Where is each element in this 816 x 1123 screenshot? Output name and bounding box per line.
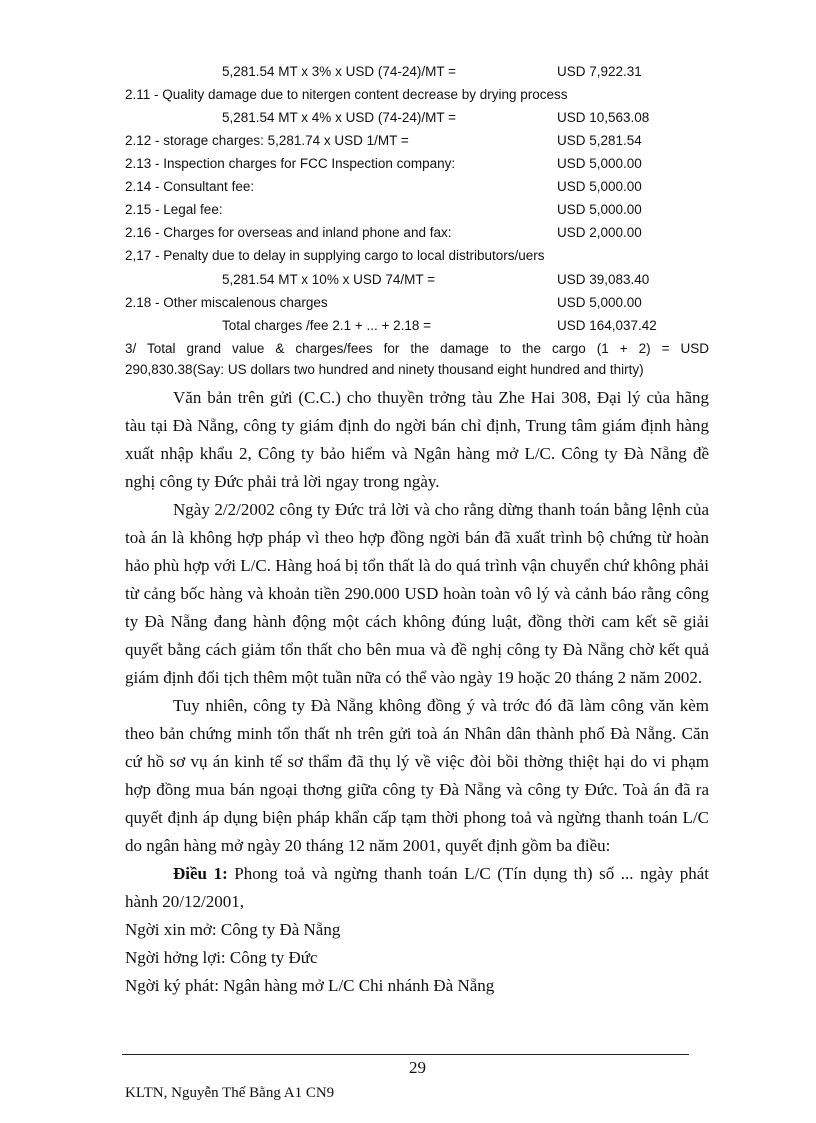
charge-amount: USD 10,563.08 xyxy=(557,110,650,125)
charge-label: 2.14 - Consultant fee: xyxy=(125,179,255,194)
charge-label: 5,281.54 MT x 4% x USD (74-24)/MT = xyxy=(222,110,456,125)
beneficiary-line: Ngời hởng lợi: Công ty Đức xyxy=(125,948,318,967)
total-amount: USD 164,037.42 xyxy=(557,318,657,333)
charge-label: 2.12 - storage charges: 5,281.74 x USD 1/MT = xyxy=(125,133,409,148)
charge-label: 2.11 - Quality damage due to nitergen content decrease by drying process xyxy=(125,87,568,102)
paragraph xyxy=(125,860,709,916)
charge-label: 2.18 - Other miscalenous charges xyxy=(125,295,328,310)
paragraph: Ngày 2/2/2002 công ty Đức trả lời và cho rằng dừng thanh toán bằng lệnh của toà án là không hợp pháp vì theo hợp đồng ngời bán đã xuất trình bộ chứng từ hoàn hảo phù hợp với L/C. Hàng hoá bị tổn thất là do quá trình vận chuyển chứ không phải từ cảng bốc hàng và khoản tiền 290.000 USD hoàn toàn vô lý và cảnh báo rằng công ty Đà Nẵng đang hành động một cách không đúng luật, đồng thời cam kết sẽ giải quyết bằng cách giảm tổn thất cho bên mua và đề nghị công ty Đà Nẵng chờ kết quả giám định đối tịch thêm một tuần nữa có thể vào ngày 19 hoặc 20 tháng 2 năm 2002. xyxy=(125,500,709,687)
charge-label: 5,281.54 MT x 10% x USD 74/MT = xyxy=(222,272,435,287)
paragraph: Tuy nhiên, công ty Đà Nẵng không đồng ý và trớc đó đã làm công văn kèm theo bản chứng minh tổn thất nh trên gửi toà án Nhân dân thành phố Đà Nẵng. Căn cứ hồ sơ vụ án kinh tế sơ thẩm đã thụ lý về việc đòi bồi thờng thiệt hại do vi phạm hợp đồng mua bán ngoại thơng giữa công ty Đà Nẵng và công ty Đức. Toà án đã ra quyết định áp dụng biện pháp khẩn cấp tạm thời phong toả và ngừng thanh toán L/C do ngân hàng mở ngày 20 tháng 12 năm 2001, quyết định gồm ba điều: xyxy=(125,696,709,855)
charge-amount: USD 39,083.40 xyxy=(557,272,650,287)
body-text xyxy=(125,384,709,1000)
grand-total-line: 3/ Total grand value & charges/fees for the damage to the cargo (1 + 2) = USD xyxy=(125,341,709,356)
charge-label: 5,281.54 MT x 3% x USD (74-24)/MT = xyxy=(222,64,456,79)
charge-label: 2.15 - Legal fee: xyxy=(125,202,223,217)
charge-amount: USD 7,922.31 xyxy=(557,64,642,79)
article-text: Phong toả và ngừng thanh toán L/C (Tín dụng th) số ... ngày phát hành 20/12/2001, xyxy=(125,864,709,911)
paragraph: Văn bản trên gửi (C.C.) cho thuyền trởng tàu Zhe Hai 308, Đại lý của hãng tàu tại Đà Nẵng, công ty giám định do ngời bán chỉ định, Trung tâm giám định hàng xuất nhập khẩu 2, Công ty bảo hiểm và Ngân hàng mở L/C. Công ty Đà Nẵng đề nghị công ty Đức phải trả lời ngay trong ngày. xyxy=(125,388,709,491)
charge-label: 2.13 - Inspection charges for FCC Inspection company: xyxy=(125,156,456,171)
page-number: 29 xyxy=(409,1058,426,1077)
charge-amount: USD 5,000.00 xyxy=(557,202,642,217)
applicant-line: Ngời xin mở: Công ty Đà Nẵng xyxy=(125,920,341,939)
charge-amount: USD 2,000.00 xyxy=(557,225,642,240)
issuer-line: Ngời ký phát: Ngân hàng mở L/C Chi nhánh Đà Nẵng xyxy=(125,976,495,995)
charge-amount: USD 5,000.00 xyxy=(557,295,642,310)
charge-amount: USD 5,000.00 xyxy=(557,156,642,171)
charge-label: 2.16 - Charges for overseas and inland phone and fax: xyxy=(125,225,452,240)
footer-author: KLTN, Nguyễn Thế Bằng A1 CN9 xyxy=(125,1085,335,1101)
total-label: Total charges /fee 2.1 + ... + 2.18 = xyxy=(222,318,432,333)
grand-total-line: 290,830.38(Say: US dollars two hundred and ninety thousand eight hundred and thirty) xyxy=(125,362,644,377)
charge-label: 2,17 - Penalty due to delay in supplying cargo to local distributors/uers xyxy=(125,248,545,263)
article-label: Điều 1: xyxy=(173,864,228,883)
charge-amount: USD 5,281.54 xyxy=(557,133,642,148)
charge-amount: USD 5,000.00 xyxy=(557,179,642,194)
footer-divider xyxy=(122,1054,689,1055)
